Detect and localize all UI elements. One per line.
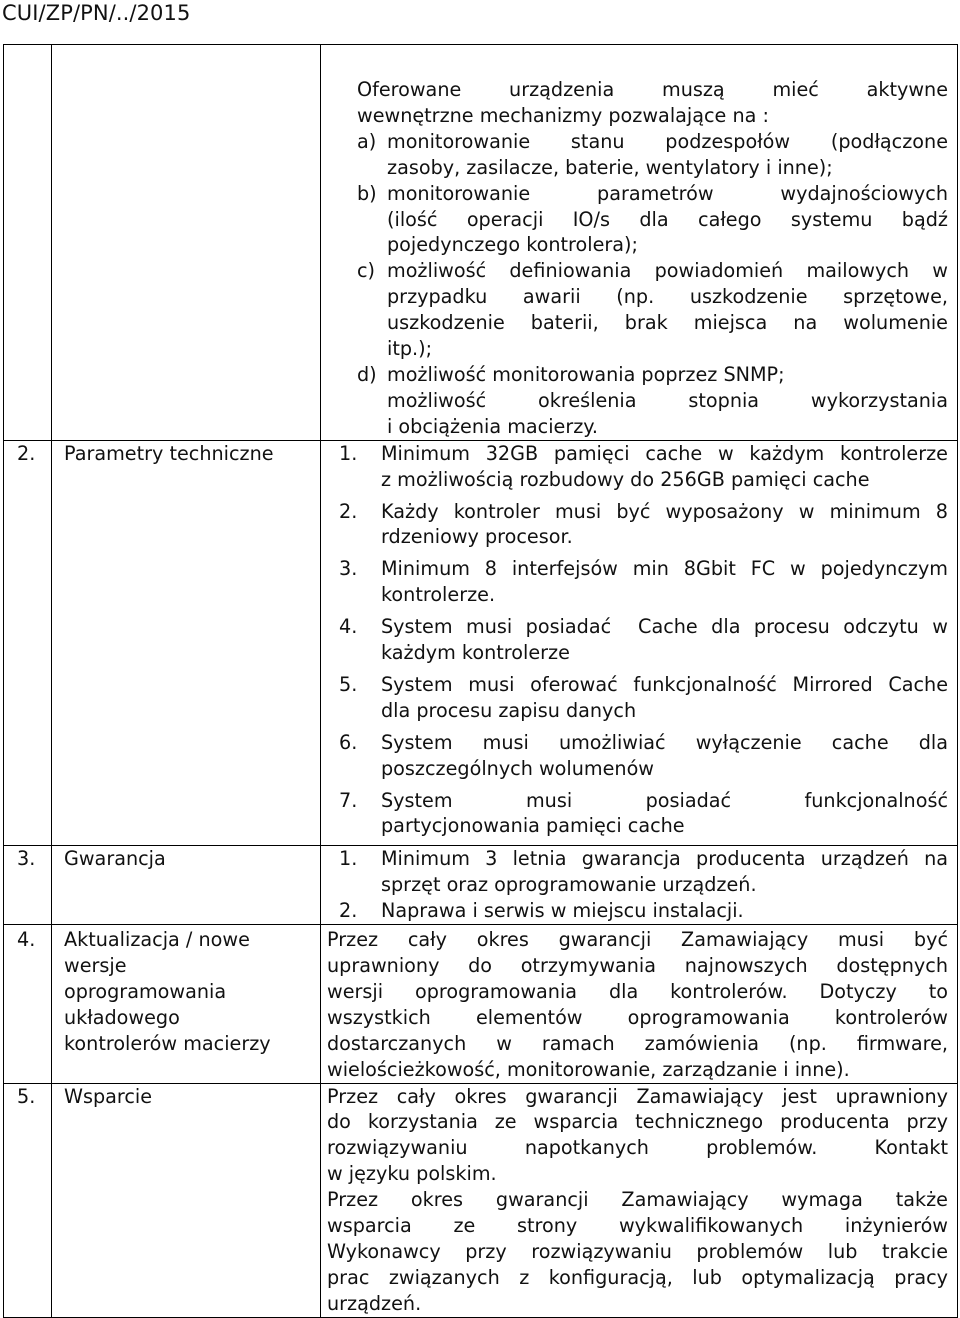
row-number: 2. — [17, 441, 36, 465]
row-label-line: oprogramowania — [64, 979, 227, 1003]
list-item-line: i obciążenia macierzy. — [387, 414, 599, 438]
list-item-line: Minimum 8 interfejsów min 8Gbit FC w pojedynczym — [381, 557, 948, 581]
table-row-updates — [4, 925, 958, 1083]
list-item-line: partycjonowania pamięci cache — [381, 814, 685, 838]
list-marker: 2. — [339, 899, 358, 923]
paragraph-line: do korzystania ze wsparcia technicznego producenta przy — [327, 1110, 948, 1134]
list-item-line: Każdy kontroler musi być wyposażony w minimum 8 — [381, 499, 948, 523]
paragraph-line: dostarczanych w ramach zamówienia (np. firmware, — [327, 1031, 948, 1055]
list-marker: a) — [357, 129, 377, 153]
paragraph-line: rozwiązywaniu napotkanych problemów. Kontakt — [327, 1136, 948, 1160]
list-item-line: z możliwością rozbudowy do 256GB pamięci cache — [381, 467, 870, 491]
list-item — [339, 788, 948, 840]
list-marker: 5. — [339, 672, 358, 696]
list-item — [339, 556, 948, 608]
row-number-cell — [4, 1083, 52, 1317]
row-content-cell — [321, 925, 958, 1083]
paragraph-line: urządzeń. — [327, 1291, 422, 1315]
list-item-line: System musi posiadać funkcjonalność — [381, 788, 948, 812]
row-number: 5. — [17, 1084, 36, 1108]
table-row-warranty — [4, 846, 958, 925]
list-item-line: Naprawa i serwis w miejscu instalacji. — [381, 899, 744, 923]
row-number-cell — [4, 45, 52, 441]
list-item-line: dla procesu zapisu danych — [381, 698, 637, 722]
list-item-line: każdym kontrolerze — [381, 641, 570, 665]
paragraph-line: Przez okres gwarancji Zamawiający wymaga także — [327, 1188, 948, 1212]
row-number-cell — [4, 440, 52, 846]
row-label-line: kontrolerów macierzy — [64, 1031, 271, 1055]
list-item-line: monitorowanie stanu podzespołów (podłączone — [387, 129, 948, 153]
row-label-line: wersje — [64, 954, 127, 977]
row-number: 3. — [17, 847, 36, 871]
list-item-line: System musi posiadać Cache dla procesu odczytu w — [381, 615, 948, 639]
paragraph-line: wielościeżkowość, monitorowanie, zarządzanie i inne). — [327, 1057, 850, 1081]
row-label-line: Aktualizacja / nowe — [64, 928, 250, 952]
list-item — [339, 898, 948, 924]
paragraph-line: wersji oprogramowania dla kontrolerów. Dotyczy to — [327, 979, 948, 1003]
list-item-line: uszkodzenie baterii, brak miejsca na wolumenie — [387, 311, 948, 335]
list-item-line: poszczególnych wolumenów — [381, 756, 655, 780]
list-marker: 6. — [339, 730, 358, 754]
paragraph-line: wsparcia ze strony wykwalifikowanych inżynierów — [327, 1214, 948, 1238]
list-item — [339, 614, 948, 666]
list-item — [339, 730, 948, 782]
row-number-cell — [4, 846, 52, 925]
paragraph-line: Przez cały okres gwarancji Zamawiający musi być — [327, 928, 948, 952]
paragraph-line: w języku polskim. — [327, 1162, 497, 1186]
row-content-cell — [321, 1083, 958, 1317]
list-item-line: (ilość operacji IO/s dla całego systemu bądź — [387, 207, 948, 231]
list-item — [357, 181, 948, 259]
list-marker: 4. — [339, 615, 358, 639]
row-number-cell — [4, 925, 52, 1083]
list-item-line: monitorowanie parametrów wydajnościowych — [387, 181, 948, 205]
list-item-line: możliwość określenia stopnia wykorzystania — [387, 388, 948, 412]
list-item — [357, 129, 948, 181]
list-marker: 7. — [339, 788, 358, 812]
list-item — [357, 362, 948, 440]
list-item — [339, 441, 948, 493]
paragraph-line: wewnętrzne mechanizmy pozwalające na : — [357, 103, 769, 127]
list-item-line: możliwość monitorowania poprzez SNMP; — [387, 362, 785, 386]
list-item — [339, 499, 948, 551]
list-item-line: System musi oferować funkcjonalność Mirrored Cache — [381, 672, 948, 696]
row-content-cell — [321, 440, 958, 846]
list-item-line: sprzęt oraz oprogramowanie urządzeń. — [381, 873, 757, 897]
document-reference: CUI/ZP/PN/../2015 — [2, 1, 191, 25]
paragraph-line: Wykonawcy przy rozwiązywaniu problemów lub trakcie — [327, 1239, 948, 1263]
list-item-line: przypadku awarii (np. uszkodzenie sprzętowe, — [387, 285, 948, 309]
list-marker: 1. — [339, 441, 358, 465]
list-item-line: Minimum 3 letnia gwarancja producenta urządzeń na — [381, 847, 948, 871]
paragraph-line: Oferowane urządzenia muszą mieć aktywne — [357, 78, 948, 101]
table-row-monitoring — [4, 45, 958, 441]
list-marker: c) — [357, 259, 376, 283]
list-item-line: pojedynczego kontrolera); — [387, 233, 638, 257]
paragraph-line: uprawniony do otrzymywania najnowszych dostępnych — [327, 954, 948, 977]
paragraph-line: wszystkich elementów oprogramowania kontrolerów — [327, 1005, 948, 1029]
list-item-line: rdzeniowy procesor. — [381, 525, 573, 549]
table-row-technical-parameters — [4, 440, 958, 846]
list-item — [339, 672, 948, 724]
row-label-cell — [52, 1083, 321, 1317]
row-label-cell — [52, 45, 321, 441]
paragraph-line: Przez cały okres gwarancji Zamawiający jest uprawniony — [327, 1084, 948, 1108]
list-marker: 1. — [339, 847, 358, 871]
list-item-line: możliwość definiowania powiadomień mailowych w — [387, 259, 948, 283]
row-label-line: układowego — [64, 1005, 180, 1029]
list-item — [357, 258, 948, 362]
list-item-line: zasoby, zasilacze, baterie, wentylatory i inne); — [387, 155, 833, 179]
row-label-cell — [52, 440, 321, 846]
paragraph-line: prac związanych z konfiguracją, lub optymalizacją pracy — [327, 1265, 948, 1289]
row-label: Gwarancja — [64, 847, 166, 871]
row-label-cell — [52, 925, 321, 1083]
list-marker: 3. — [339, 557, 358, 581]
row-label-cell — [52, 846, 321, 925]
list-item — [339, 846, 948, 898]
table-row-support — [4, 1083, 958, 1317]
row-content-cell — [321, 846, 958, 925]
row-label: Parametry techniczne — [64, 441, 274, 465]
list-item-line: itp.); — [387, 337, 433, 361]
list-marker: d) — [357, 362, 377, 386]
specification-table — [3, 44, 958, 1318]
list-item-line: Minimum 32GB pamięci cache w każdym kontrolerze — [381, 441, 948, 465]
list-marker: 2. — [339, 499, 358, 523]
row-label: Wsparcie — [64, 1084, 153, 1108]
row-content-cell — [321, 45, 958, 441]
list-item-line: kontrolerze. — [381, 583, 496, 607]
row-number: 4. — [17, 928, 36, 952]
list-item-line: System musi umożliwiać wyłączenie cache dla — [381, 730, 948, 754]
list-marker: b) — [357, 181, 377, 205]
